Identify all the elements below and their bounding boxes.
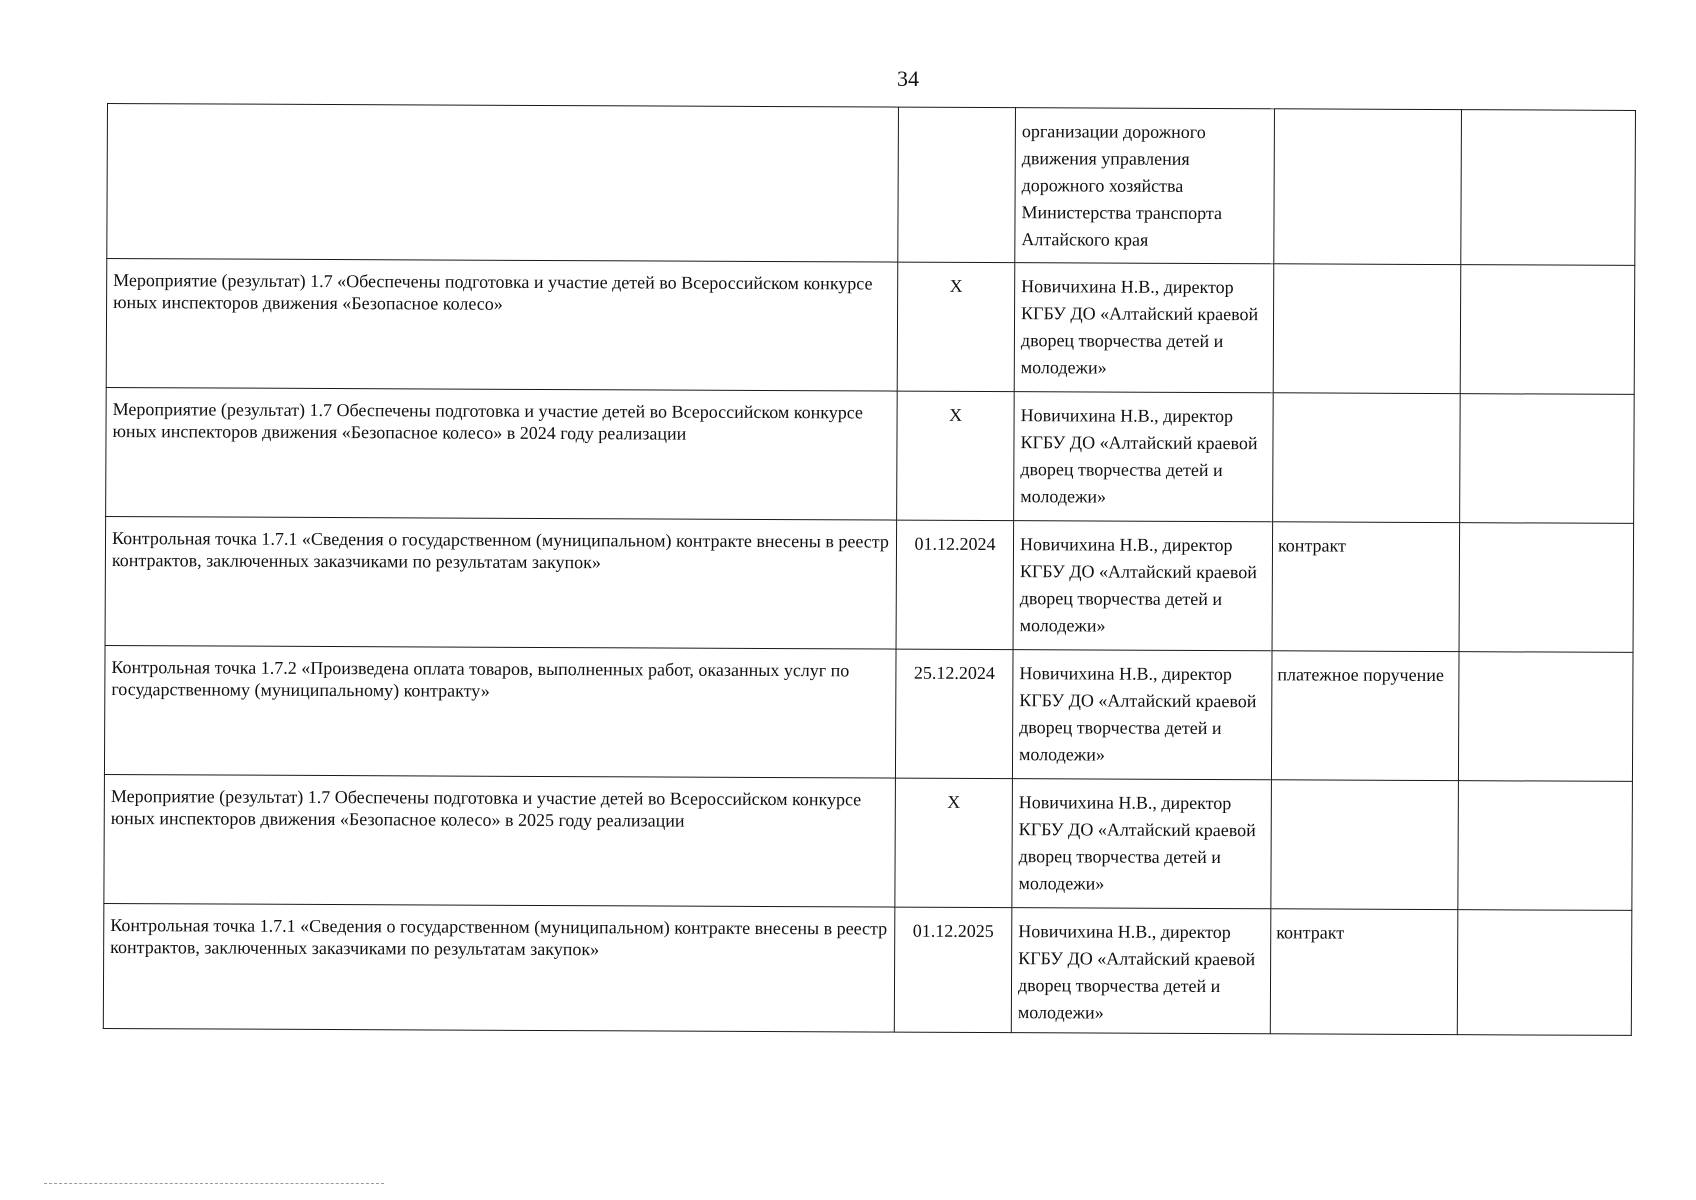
date-text: X [949, 275, 963, 296]
table-row [106, 387, 1635, 523]
extra-cell [1459, 523, 1634, 653]
event-cell [103, 903, 895, 1032]
extra-cell [1460, 265, 1635, 395]
event-cell [106, 387, 898, 520]
responsible-cell [1014, 263, 1274, 393]
extra-text [1465, 791, 1626, 792]
extra-text [1467, 404, 1628, 405]
document-cell [1273, 264, 1461, 394]
extra-cell [1460, 394, 1635, 524]
event-text [114, 114, 892, 118]
document-text [1279, 405, 1455, 406]
responsible-text: Новичихина Н.В., директор КГБУ ДО «Алтайский краевой дворец творчества детей и молодежи» [1017, 921, 1256, 1023]
date-text: 01.12.2024 [914, 533, 996, 555]
document-text: контракт [1276, 922, 1345, 943]
document-cell [1272, 522, 1460, 652]
extra-text [1466, 533, 1627, 534]
responsible-text: Новичихина Н.В., директор КГБУ ДО «Алтайский краевой дворец творчества детей и молодежи» [1019, 534, 1257, 636]
responsible-cell [1014, 392, 1274, 522]
responsible-text: Новичихина Н.В., директор КГБУ ДО «Алтайский краевой дворец творчества детей и молодежи» [1018, 792, 1256, 894]
extra-text [1465, 662, 1626, 663]
date-cell [895, 778, 1013, 908]
responsible-cell [1015, 108, 1275, 264]
extra-cell [1461, 110, 1636, 266]
scan-artifact-line [44, 1183, 384, 1184]
event-text: Контрольная точка 1.7.1 «Сведения о государственном (муниципальном) контракте внесены в реестр контрактов, заключенных заказчиками по результатам закупок» [111, 528, 889, 573]
event-text: Мероприятие (результат) 1.7 Обеспечены подготовка и участие детей во Всероссийском конкурсе юных инспекторов движения «Безопасное колесо» в 2025 году реализации [110, 786, 862, 831]
event-text: Контрольная точка 1.7.1 «Сведения о государственном (муниципальном) контракте внесены в реестр контрактов, заключенных заказчиками по результатам закупок» [110, 915, 888, 960]
date-text: X [947, 791, 961, 812]
extra-cell [1457, 910, 1632, 1036]
table-row [106, 259, 1635, 395]
responsible-cell [1011, 908, 1271, 1034]
responsible-text: Новичихина Н.В., директор КГБУ ДО «Алтайский краевой дворец творчества детей и молодежи» [1019, 663, 1257, 765]
table-row [107, 104, 1636, 266]
document-text: платежное поручение [1277, 664, 1444, 686]
date-text: 25.12.2024 [913, 662, 995, 684]
page-number: 34 [897, 66, 919, 91]
date-cell [895, 649, 1013, 779]
event-text: Мероприятие (результат) 1.7 Обеспечены подготовка и участие детей во Всероссийском конкурсе юных инспекторов движения «Безопасное колесо» в 2024 году реализации [112, 399, 863, 444]
responsible-cell [1012, 779, 1272, 909]
table-row [104, 774, 1633, 910]
extra-text [1468, 120, 1629, 121]
date-text: 01.12.2025 [912, 920, 994, 942]
date-text: X [949, 404, 963, 425]
document-cell [1273, 393, 1461, 523]
document-cell [1270, 909, 1458, 1035]
event-text: Контрольная точка 1.7.2 «Произведена оплата товаров, выполненных работ, оказанных услуг по государственному (муниципальному) контракту» [111, 657, 850, 701]
responsible-cell [1012, 650, 1272, 780]
extra-text [1464, 920, 1625, 921]
extra-cell [1458, 781, 1633, 911]
event-cell [107, 104, 899, 263]
document-cell [1274, 109, 1462, 265]
extra-text [1467, 275, 1628, 276]
date-cell [896, 520, 1014, 650]
table-row [104, 645, 1633, 781]
event-cell [105, 516, 897, 649]
event-cell [106, 259, 898, 392]
date-cell [894, 907, 1012, 1033]
document-text [1279, 276, 1455, 277]
table-row [105, 516, 1634, 652]
extra-cell [1458, 652, 1633, 782]
date-cell [897, 262, 1015, 392]
document-text [1277, 792, 1453, 793]
responsible-text: организации дорожного движения управления дорожного хозяйства Министерства транспорта Алтайского края [1021, 121, 1223, 250]
document-text: контракт [1277, 535, 1346, 556]
document-text [1280, 121, 1456, 122]
date-cell [897, 391, 1015, 521]
document-cell [1271, 780, 1459, 910]
date-cell [898, 107, 1016, 263]
responsible-text: Новичихина Н.В., директор КГБУ ДО «Алтайский краевой дворец творчества детей и молодежи» [1020, 405, 1258, 507]
event-cell [104, 645, 896, 778]
table-row [103, 903, 1632, 1035]
responsible-text: Новичихина Н.В., директор КГБУ ДО «Алтайский краевой дворец творчества детей и молодежи» [1020, 276, 1259, 378]
schedule-table [103, 103, 1636, 1036]
event-cell [104, 774, 896, 907]
responsible-cell [1013, 521, 1273, 651]
event-text: Мероприятие (результат) 1.7 «Обеспечены подготовка и участие детей во Всероссийском конкурсе юных инспекторов движения «Безопасное колесо» [113, 270, 873, 314]
document-cell [1271, 651, 1459, 781]
